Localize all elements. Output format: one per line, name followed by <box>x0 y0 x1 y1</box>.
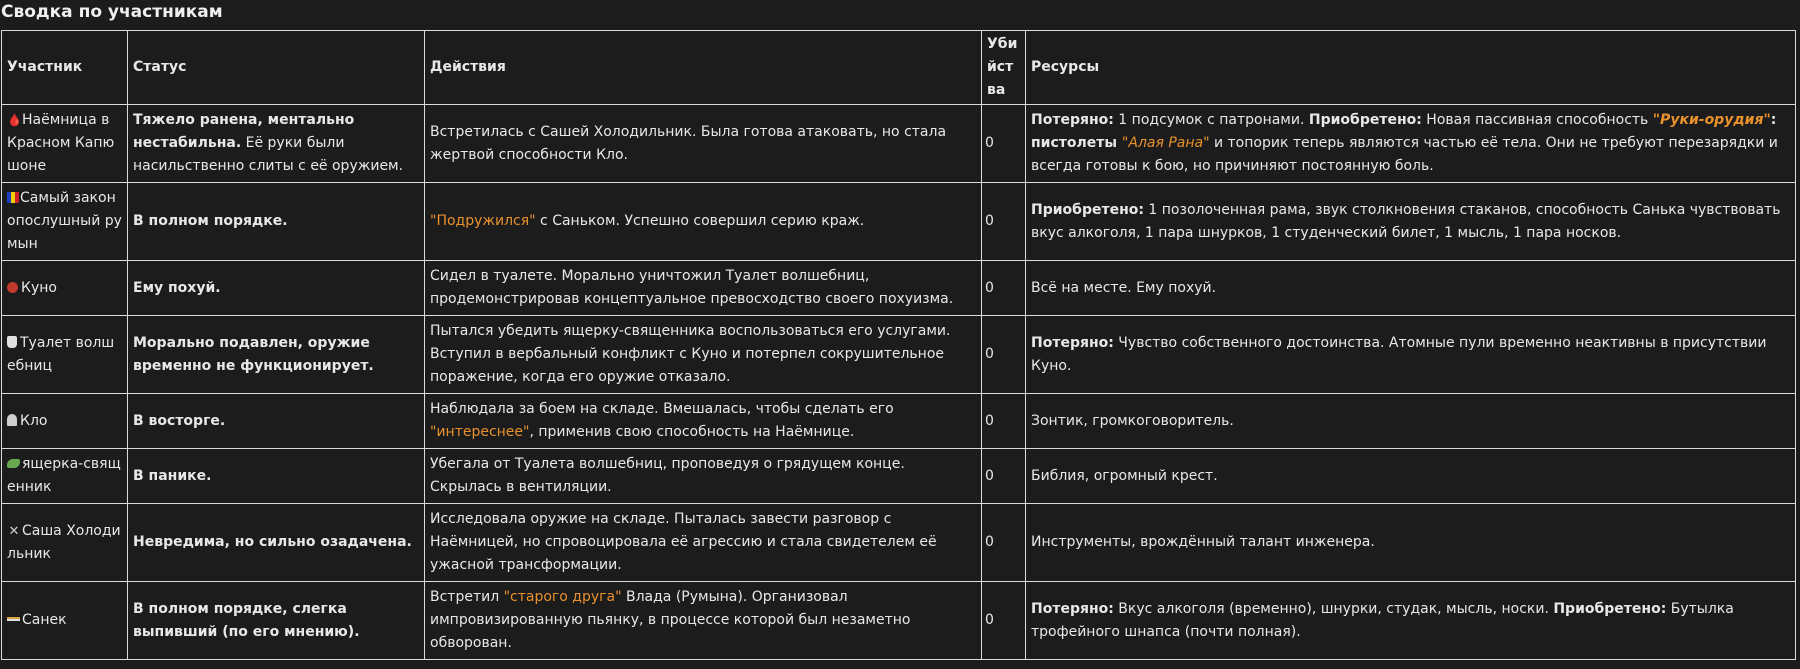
table-row <box>2 449 1796 504</box>
participants-table <box>1 30 1796 660</box>
resources-cell <box>1026 183 1796 261</box>
status-cell <box>128 261 425 316</box>
resources-cell <box>1026 316 1796 394</box>
table-row <box>2 504 1796 582</box>
resources-cell <box>1026 394 1796 449</box>
kills-cell: 0 <box>982 504 1026 582</box>
participant-cell <box>2 394 128 449</box>
lost-text: Чувство собственного достоинства. Атомные пули временно неактивны в присутствии Куно. <box>1031 334 1767 374</box>
kills-cell: 0 <box>982 394 1026 449</box>
lost-label: Потеряно: <box>1031 112 1114 128</box>
actions-cell <box>425 183 982 261</box>
gained-text: : пистолеты <box>1031 112 1777 151</box>
actions-quote: "интереснее" <box>430 424 530 440</box>
actions-cell <box>425 105 982 183</box>
participant-cell <box>2 261 128 316</box>
tools-icon: ✕ <box>8 523 20 539</box>
status-cell <box>128 582 425 660</box>
actions-quote: "Подружился" <box>430 213 536 229</box>
status-bold: В панике. <box>133 467 212 484</box>
participant-cell <box>2 449 128 504</box>
status-cell <box>128 183 425 261</box>
table-row <box>2 183 1796 261</box>
chopsticks-icon <box>7 617 20 621</box>
gained-label: Приобретено: <box>1308 112 1422 128</box>
kills-cell: 0 <box>982 582 1026 660</box>
status-bold: Тяжело ранена, ментально нестабильна. <box>133 112 355 151</box>
header-participant: Участник <box>2 31 128 105</box>
status-bold: В полном порядке. <box>133 213 288 229</box>
participant-cell <box>2 504 128 582</box>
status-cell <box>128 394 425 449</box>
participant-name: ящерка-священник <box>7 456 121 495</box>
participant-cell <box>2 183 128 261</box>
participant-name: Куно <box>21 279 57 296</box>
gained-label: Приобретено: <box>1553 600 1667 617</box>
lost-label: Потеряно: <box>1031 334 1114 351</box>
table-row <box>2 394 1796 449</box>
kills-cell: 0 <box>982 183 1026 261</box>
lost-text: Вкус алкоголя (временно), шнурки, студак, мысль, носки. <box>1113 600 1554 617</box>
table-header-row <box>2 31 1796 105</box>
gained-text: и топорик теперь являются частью её тела. Они не требуют перезарядки и всегда готовы к бою, но причиняют постоянную боль. <box>1031 135 1778 174</box>
actions-cell <box>425 394 982 449</box>
kills-cell: 0 <box>982 316 1026 394</box>
ability-name: "Руки-орудия" <box>1652 112 1771 128</box>
kuno-icon <box>7 282 18 293</box>
participant-name: Саша Холодильник <box>7 522 121 562</box>
resources-cell <box>1026 582 1796 660</box>
resources-text: Библия, огромный крест. <box>1031 467 1218 484</box>
status-cell <box>128 105 425 183</box>
header-status: Статус <box>128 31 425 105</box>
actions-quote: "старого друга" <box>503 589 622 605</box>
table-row <box>2 316 1796 394</box>
kills-cell: 0 <box>982 105 1026 183</box>
actions-text: , применив свою способность на Наёмнице. <box>529 424 855 440</box>
participant-cell <box>2 105 128 183</box>
actions-text: Встретилась с Сашей Холодильник. Была готова атаковать, но стала жертвой способности Кло. <box>430 123 947 163</box>
status-cell <box>128 449 425 504</box>
gained-text: Новая пассивная способность <box>1421 112 1653 128</box>
kills-cell: 0 <box>982 261 1026 316</box>
participant-name: Самый законопослушный румын <box>7 190 122 252</box>
participant-name: Кло <box>20 412 48 429</box>
lost-text: 1 подсумок с патронами. <box>1113 112 1309 128</box>
actions-text: Встретил <box>430 589 504 605</box>
actions-text: Сидел в туалете. Морально уничтожил Туалет волшебниц, продемонстрировав концептуальное превосходство своего похуизма. <box>430 268 954 307</box>
resources-cell <box>1026 504 1796 582</box>
kills-cell: 0 <box>982 449 1026 504</box>
header-actions: Действия <box>425 31 982 105</box>
trophy-icon <box>7 414 17 426</box>
actions-cell <box>425 449 982 504</box>
status-bold: Морально подавлен, оружие временно не функционирует. <box>133 334 374 374</box>
gained-text: 1 позолоченная рама, звук столкновения стаканов, способность Санька чувствовать вкус алкоголя, 1 пара шнурков, 1 студенческий билет, 1 мысль, 1 пара носков. <box>1031 201 1781 241</box>
status-bold: В восторге. <box>133 412 226 429</box>
status-cell <box>128 504 425 582</box>
table-row <box>2 261 1796 316</box>
lizard-icon <box>7 459 20 468</box>
table-row <box>2 582 1796 660</box>
actions-cell <box>425 316 982 394</box>
resources-text: Всё на месте. Ему похуй. <box>1031 279 1217 296</box>
header-resources: Ресурсы <box>1026 31 1796 105</box>
header-kills: Убийства <box>982 31 1026 105</box>
actions-text: Убегала от Туалета волшебниц, проповедуя о грядущем конце. Скрылась в вентиляции. <box>430 456 905 495</box>
actions-cell <box>425 504 982 582</box>
actions-text: Пытался убедить ящерку-священника воспользоваться его услугами. Вступил в вербальный конфликт с Куно и потерпел сокрушительное поражение, когда его оружие отказало. <box>430 323 951 385</box>
blood-drop-icon: 🩸 <box>7 113 22 127</box>
resources-text: Инструменты, врождённый талант инженера. <box>1031 534 1375 550</box>
resources-cell <box>1026 105 1796 183</box>
status-cell <box>128 316 425 394</box>
romania-flag-icon <box>7 192 19 203</box>
actions-text: Влада (Румына). Организовал импровизированную пьянку, в процессе которой был незаметно обворован. <box>430 589 911 651</box>
weapon-name: "Алая Рана" <box>1121 135 1210 151</box>
actions-text: с Саньком. Успешно совершил серию краж. <box>535 213 865 229</box>
toilet-icon <box>7 336 17 348</box>
resources-cell <box>1026 449 1796 504</box>
status-bold: Невредима, но сильно озадачена. <box>133 534 412 550</box>
gained-label: Приобретено: <box>1031 201 1144 218</box>
resources-text: Зонтик, громкоговоритель. <box>1031 412 1234 429</box>
actions-text: Исследовала оружие на складе. Пыталась завести разговор с Наёмницей, но спровоцировала её агрессию и стала свидетелем её ужасной трансформации. <box>430 511 937 573</box>
participant-cell <box>2 316 128 394</box>
page-title: Сводка по участникам <box>1 2 223 22</box>
lost-label: Потеряно: <box>1031 600 1114 617</box>
participant-name: Туалет волшебниц <box>7 334 115 374</box>
status-bold: Ему похуй. <box>133 279 221 296</box>
participant-cell <box>2 582 128 660</box>
gained-text: Бутылка трофейного шнапса (почти полная). <box>1031 600 1734 640</box>
actions-cell <box>425 582 982 660</box>
participant-name: Санек <box>22 612 67 628</box>
resources-cell <box>1026 261 1796 316</box>
status-bold: В полном порядке, слегка выпивший (по его мнению). <box>133 600 360 640</box>
table-row <box>2 105 1796 183</box>
status-rest: Её руки были насильственно слиты с её оружием. <box>133 135 404 174</box>
actions-cell <box>425 261 982 316</box>
actions-text: Наблюдала за боем на складе. Вмешалась, чтобы сделать его <box>430 401 894 417</box>
participant-name: Наёмница в Красном Капюшоне <box>7 112 115 174</box>
